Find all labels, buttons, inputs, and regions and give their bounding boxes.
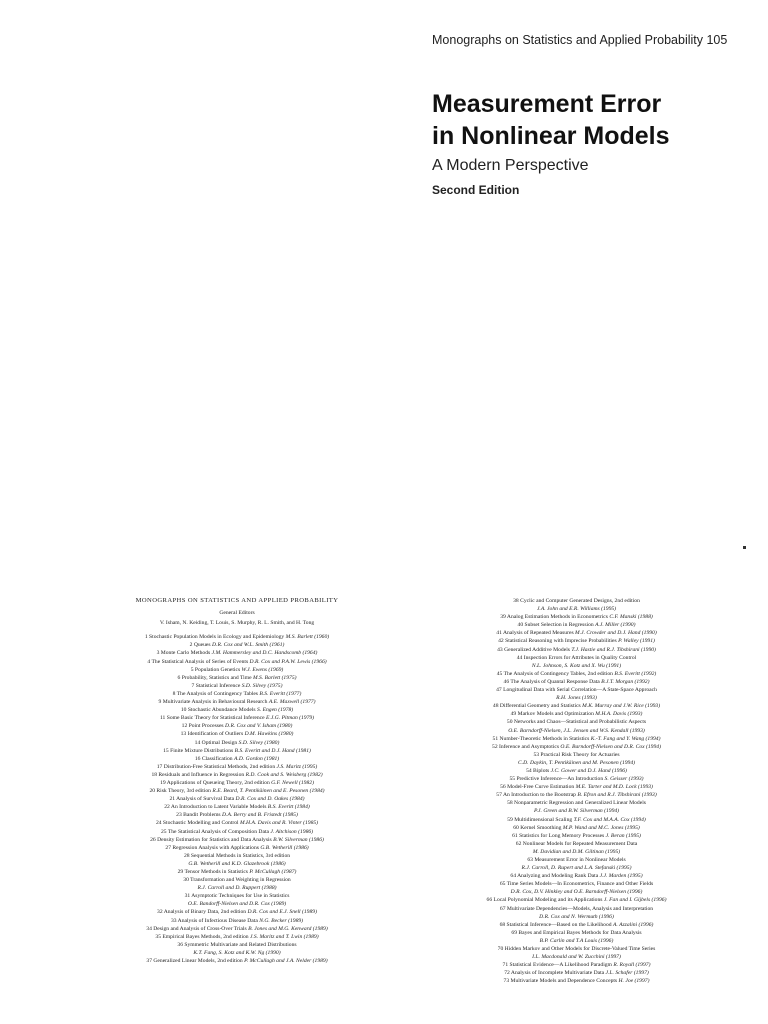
series-list-entry <box>72 795 402 803</box>
entry-author: D.M. Hawkins (1980) <box>244 731 294 738</box>
series-list-entry <box>72 941 402 949</box>
series-list-entry <box>410 727 743 735</box>
general-editors-names: V. Isham, N. Keiding, T. Louis, S. Murphy, R. L. Smith, and H. Tong <box>159 620 315 627</box>
entry-title: 42 Statistical Reasoning with Imprecise Probabilities <box>498 638 617 645</box>
entry-author: R.E. Beard, T. Pentikäinen and E. Pesonen (1984) <box>212 788 325 795</box>
series-list-entry <box>410 807 743 815</box>
entry-author: D.R. Cox and P.A.W. Lewis (1966) <box>249 658 327 665</box>
entry-author: C.F. Manski (1988) <box>609 614 653 621</box>
entry-title: 24 Stochastic Modelling and Control <box>155 820 239 827</box>
series-list-entry <box>72 633 402 641</box>
series-list-entry <box>410 824 743 832</box>
entry-title: 62 Nonlinear Models for Repeated Measurement Data <box>515 840 638 847</box>
series-list-entry <box>410 961 743 969</box>
entry-title: 67 Multivariate Dependencies—Models, Analysis and Interpretation <box>499 905 654 912</box>
series-list-entry <box>410 646 743 654</box>
entry-author: O.E. Barndorff-Nielsen, J.L. Jensen and W.S. Kendall (1993) <box>508 727 645 734</box>
entry-author: P. McCullagh and J.A. Nelder (1989) <box>244 958 328 965</box>
book-title-line-1: Measurement Error <box>432 90 662 118</box>
series-list-entry <box>72 714 402 722</box>
entry-title: 71 Statistical Evidence—A Likelihood Paradigm <box>502 962 612 969</box>
entry-title: 55 Predictive Inference—An Introduction <box>509 776 604 783</box>
entry-title: 72 Analysis of Incomplete Multivariate Data <box>504 970 605 977</box>
entry-author: M.H.A. Davis (1993) <box>595 711 643 718</box>
series-list-entry <box>410 678 743 686</box>
entry-title: 2 Queues <box>189 642 211 649</box>
entry-author: M.H.A. Davis and R. Vinter (1985) <box>240 820 319 827</box>
entry-title: 16 Classification <box>194 755 233 762</box>
entry-title: 60 Kernel Smoothing <box>513 824 562 831</box>
entry-title: 13 Identification of Outliers <box>180 731 244 738</box>
series-list-entry <box>72 949 402 957</box>
entry-title: 46 The Analysis of Quantal Response Data <box>503 678 600 685</box>
entry-author: P. McCullagh (1987) <box>249 869 297 875</box>
entry-author: M.P. Wand and M.C. Jones (1995) <box>562 824 640 831</box>
series-list-entry <box>410 791 743 799</box>
entry-title: 56 Model-Free Curve Estimation <box>500 784 575 791</box>
series-list-entry <box>72 844 402 852</box>
entry-title: 73 Multivariate Models and Dependence Concepts <box>503 978 618 985</box>
entry-author: D.R. Cox and N. Wermuth (1996) <box>539 913 614 920</box>
entry-author: J.C. Gower and D.J. Hand (1996) <box>550 767 627 774</box>
entry-title: 15 Finite Mixture Distributions <box>163 747 234 754</box>
series-list-entry <box>410 751 743 759</box>
entry-title: 64 Analyzing and Modeling Rank Data <box>510 873 599 880</box>
series-list-entry <box>410 799 743 807</box>
entry-author: P.J. Green and B.W. Silverman (1994) <box>533 808 620 815</box>
series-list-entry <box>410 848 743 856</box>
entry-author: R.J. Carroll and D. Ruppert (1988) <box>197 885 277 892</box>
entry-title: 68 Statistical Inference—Based on the Likelihood <box>499 921 612 928</box>
entry-author: H. Joe (1997) <box>618 978 650 985</box>
series-list-entry <box>410 710 743 718</box>
entry-author: M.K. Murray and J.W. Rice (1993) <box>582 703 661 710</box>
entry-author: B.S. Everitt (1984) <box>267 804 310 811</box>
series-list-entry <box>410 767 743 775</box>
entry-author: M.J. Crowder and D.J. Hand (1990) <box>575 630 657 637</box>
entry-title: 35 Empirical Bayes Methods, 2nd edition <box>155 933 249 940</box>
entry-author: A.E. Maxwell (1977) <box>268 699 316 706</box>
series-list-entry <box>410 880 743 888</box>
series-list-entry <box>72 957 402 965</box>
entry-author: K.T. Fang, S. Kotz and K.W. Ng (1990) <box>193 949 281 956</box>
entry-title: 59 Multidimensional Scaling <box>507 816 573 823</box>
entry-author: D.R. Cox and D. Oakes (1984) <box>235 796 305 803</box>
entry-title: 22 An Introduction to Latent Variable Models <box>164 804 267 811</box>
series-list-entry <box>72 658 402 666</box>
series-list-entry <box>410 670 743 678</box>
series-list-entry <box>72 771 402 779</box>
entry-author: J.S. Maritz and T. Lwin (1989) <box>250 933 319 940</box>
entry-author: J. Fan and I. Gijbels (1996) <box>603 897 667 904</box>
series-list-entry <box>410 597 743 605</box>
series-list-heading: MONOGRAPHS ON STATISTICS AND APPLIED PROBABILITY <box>135 597 339 604</box>
series-list-entry <box>410 759 743 767</box>
entry-title: 25 The Statistical Analysis of Composition Data <box>160 828 269 835</box>
series-list-entry <box>72 666 402 674</box>
entry-author: R.J. Carroll, D. Rupert and L.A. Stefanski (1995) <box>521 865 632 872</box>
entry-author: W.J. Ewens (1969) <box>241 666 284 673</box>
series-list-entry <box>410 913 743 921</box>
entry-author: T.F. Cox and M.A.A. Cox (1994) <box>573 816 646 823</box>
entry-title: 9 Multivariate Analysis in Behavioural Research <box>158 699 268 706</box>
entry-title: 8 The Analysis of Contingency Tables <box>172 690 258 697</box>
series-list-entry <box>410 816 743 824</box>
entry-author: G.B. Wetherill and K.D. Glazebrook (1986) <box>188 860 286 867</box>
series-list-entry <box>72 892 402 900</box>
series-list-entry <box>72 649 402 657</box>
series-list-entry <box>72 706 402 714</box>
series-list-entry <box>410 783 743 791</box>
entry-title: 52 Inference and Asymptotics <box>492 743 559 750</box>
series-list-entry <box>72 803 402 811</box>
entry-title: 31 Asymptotic Techniques for Use in Statistics <box>184 893 290 900</box>
entry-author: S.D. Silvey (1980) <box>238 739 280 746</box>
series-list-entry <box>410 694 743 702</box>
entry-title: 17 Distribution-Free Statistical Methods, 2nd edition <box>156 763 276 770</box>
series-list-entry <box>410 637 743 645</box>
entry-title: 53 Practical Risk Theory for Actuaries <box>533 751 620 758</box>
entry-title: 26 Density Estimation for Statistics and Data Analysis <box>150 836 272 843</box>
series-list-entry <box>410 921 743 929</box>
series-list-entry <box>410 702 743 710</box>
series-list-entry <box>72 868 402 876</box>
entry-title: 18 Residuals and Influence in Regression <box>151 771 245 778</box>
series-list-entry <box>410 621 743 629</box>
series-list-entry <box>72 722 402 730</box>
series-list-entry <box>410 686 743 694</box>
entry-author: R.H. Jones (1993) <box>556 695 597 702</box>
entry-title: 47 Longitudinal Data with Serial Correlation—A State-Space Approach <box>496 687 657 694</box>
entry-title: 4 The Statistical Analysis of Series of Events <box>147 658 249 665</box>
entry-author: A. Azzalini (1996) <box>612 921 654 928</box>
entry-title: 69 Bayes and Empirical Bayes Methods for Data Analysis <box>511 929 642 936</box>
entry-title: 39 Analog Estimation Methods in Econometrics <box>500 614 608 621</box>
series-list-entry <box>72 884 402 892</box>
margin-mark <box>743 546 746 549</box>
entry-author: B.S. Everitt (1992) <box>614 670 657 677</box>
series-list-entry <box>410 888 743 896</box>
entry-title: 29 Tensor Methods in Statistics <box>177 869 248 875</box>
series-list-right-entries <box>410 597 743 986</box>
entry-author: M. Davidian and D.M. Giltinan (1995) <box>532 848 621 855</box>
entry-title: 12 Point Processes <box>181 723 224 730</box>
series-list-entry <box>72 836 402 844</box>
entry-title: 3 Monte Carlo Methods <box>156 650 211 657</box>
entry-title: 45 The Analysis of Contingency Tables, 2nd edition <box>496 670 613 677</box>
entry-title: 44 Inspection Errors for Attributes in Quality Control <box>516 654 637 661</box>
series-list-entry <box>72 876 402 884</box>
entry-title: 32 Analysis of Binary Data, 2nd edition <box>157 909 247 916</box>
entry-author: A.D. Gordon (1981) <box>234 755 280 762</box>
entry-author: O.E. Bandorff-Nielsen and D.R. Cox (1989) <box>187 901 287 908</box>
series-list-entry <box>72 690 402 698</box>
entry-title: 41 Analysis of Repeated Measures <box>496 630 574 637</box>
entry-title: 51 Number-Theoretic Methods in Statistics <box>492 735 590 742</box>
series-list-entry <box>410 953 743 961</box>
series-list-entry <box>410 945 743 953</box>
entry-title: 23 Bandit Problems <box>176 812 221 819</box>
entry-author: J. Aitchison (1986) <box>270 828 314 835</box>
entry-author: B. Jones and M.G. Kenward (1989) <box>248 925 328 932</box>
series-list-entry <box>410 743 743 751</box>
series-list-entry <box>410 896 743 904</box>
entry-title: 48 Differential Geometry and Statistics <box>492 703 581 710</box>
entry-title: 1 Stochastic Population Models in Ecology and Epidemiology <box>144 634 285 641</box>
series-list-entry <box>72 730 402 738</box>
entry-author: D.R. Cox and E.J. Snell (1989) <box>247 909 317 916</box>
series-list-entry <box>410 929 743 937</box>
entry-title: 28 Sequential Methods in Statistics, 3rd edition <box>183 852 291 859</box>
entry-title: 49 Markov Models and Optimization <box>510 711 594 718</box>
entry-title: 7 Statistical Inference <box>191 682 241 689</box>
entry-author: B.W. Silverman (1986) <box>273 836 324 843</box>
entry-author: E.J.G. Pitman (1979) <box>266 715 315 722</box>
series-list-entry <box>410 832 743 840</box>
entry-author: N.G. Becker (1989) <box>259 917 304 924</box>
series-list-entry <box>72 698 402 706</box>
series-list-entry <box>410 856 743 864</box>
entry-author: G.F. Newell (1982) <box>271 779 314 786</box>
entry-title: 63 Measurement Error in Nonlinear Models <box>527 857 626 863</box>
series-list-entry <box>410 864 743 872</box>
series-list-entry <box>72 747 402 755</box>
entry-author: B.S. Everitt and D.J. Hand (1981) <box>234 747 311 754</box>
book-edition: Second Edition <box>432 183 520 197</box>
entry-author: R. Royall (1997) <box>613 962 651 969</box>
entry-author: C.D. Daykin, T. Pentikäinen and M. Pesonen (1994) <box>517 759 636 766</box>
entry-author: J.J. Marden (1995) <box>599 873 643 880</box>
series-list-entry <box>410 840 743 848</box>
book-subtitle: A Modern Perspective <box>432 157 589 174</box>
series-list-entry <box>410 937 743 945</box>
entry-author: B.J.T. Morgan (1992) <box>601 678 650 685</box>
entry-title: 10 Stochastic Abundance Models <box>180 707 256 714</box>
entry-author: A.J. Miller (1990) <box>595 622 636 629</box>
series-list-entry <box>410 662 743 670</box>
series-list-entry <box>72 860 402 868</box>
general-editors-label: General Editors <box>219 610 255 617</box>
entry-author: S. Engen (1978) <box>256 707 294 714</box>
entry-title: 34 Design and Analysis of Cross-Over Trials <box>146 925 247 932</box>
entry-title: 36 Symmetric Multivariate and Related Distributions <box>177 941 297 948</box>
series-list-entry <box>410 977 743 985</box>
series-list-entry <box>410 654 743 662</box>
entry-author: M.E. Tarter and M.D. Lock (1993) <box>575 784 653 791</box>
series-list-right-column <box>410 597 743 986</box>
series-list-entry <box>72 755 402 763</box>
series-list-entry <box>72 739 402 747</box>
entry-title: 43 Generalized Additive Models <box>497 646 570 653</box>
entry-author: J.A. John and E.R. Williams (1995) <box>536 606 617 613</box>
entry-title: 37 Generalized Linear Models, 2nd edition <box>146 958 243 965</box>
series-list-entry <box>72 674 402 682</box>
entry-title: 5 Population Genetics <box>190 666 241 673</box>
entry-title: 54 Biplots <box>526 767 550 774</box>
entry-title: 50 Networks and Chaos—Statistical and Probabilistic Aspects <box>506 719 647 726</box>
series-list-entry <box>410 872 743 880</box>
entry-title: 66 Local Polynomial Modeling and its Applications <box>486 897 603 904</box>
series-list-entry <box>72 819 402 827</box>
series-list-entry <box>410 969 743 977</box>
entry-author: O.E. Barndorff-Nielsen and D.R. Cox (1994) <box>560 743 661 750</box>
entry-author: N.L. Johnson, S. Kotz and X. Wu (1991) <box>531 662 622 669</box>
series-list-entry <box>72 900 402 908</box>
entry-author: B. Efron and R.J. Tibshirani (1993) <box>577 792 657 799</box>
entry-author: G.B. Wetherill (1986) <box>260 844 309 851</box>
series-list-entry <box>410 605 743 613</box>
book-title-line-2: in Nonlinear Models <box>432 122 670 150</box>
entry-title: 21 Analysis of Survival Data <box>169 796 235 803</box>
entry-title: 33 Analysis of Infectious Disease Data <box>170 917 258 924</box>
entry-author: D.A. Berry and B. Fristedt (1985) <box>222 812 298 819</box>
entry-author: D.R. Cox and W.L. Smith (1961) <box>212 642 285 649</box>
series-title: Monographs on Statistics and Applied Probability 105 <box>432 33 728 47</box>
series-list-entry <box>410 905 743 913</box>
entry-title: 20 Risk Theory, 3rd edition <box>149 788 211 795</box>
entry-author: J.S. Maritz (1995) <box>276 763 318 770</box>
entry-author: J. Beran (1995) <box>605 832 641 839</box>
entry-author: S. Geisser (1993) <box>604 776 644 783</box>
entry-author: P. Walley (1991) <box>618 638 655 645</box>
entry-title: 40 Subset Selection in Regression <box>517 622 594 629</box>
entry-author: B.P. Carlin and T.A Louis (1996) <box>539 937 614 944</box>
entry-title: 58 Nonparametric Regression and Generalized Linear Models <box>507 800 646 807</box>
entry-author: B.S. Everitt (1977) <box>259 690 302 697</box>
entry-author: D.R. Cox, D.V. Hinkley and O.E. Barndorff-Nielsen (1996) <box>510 889 643 896</box>
series-list-entry <box>410 629 743 637</box>
series-list-left-column <box>72 597 402 965</box>
entry-author: D.R. Cox and V. Isham (1980) <box>225 723 293 730</box>
entry-author: S.D. Silvey (1975) <box>241 682 283 689</box>
entry-author: T.J. Hastie and R.J. Tibshirani (1990) <box>571 646 656 653</box>
entry-author: K.-T. Fang and Y. Wang (1994) <box>590 735 661 742</box>
entry-author: I.L. Macdonald and W. Zucchini (1997) <box>532 954 621 961</box>
entry-title: 14 Optimal Design <box>194 739 238 746</box>
series-list-entry <box>72 908 402 916</box>
entry-title: 57 An Introduction to the Bootstrap <box>496 792 576 799</box>
series-list-entry <box>72 787 402 795</box>
series-list-entry <box>72 763 402 771</box>
entry-title: 61 Statistics for Long Memory Processes <box>512 832 605 839</box>
series-list-entry <box>410 775 743 783</box>
entry-author: M.S. Barlett (1960) <box>285 634 330 641</box>
series-list-entry <box>72 811 402 819</box>
entry-title: 30 Transformation and Weighting in Regression <box>183 877 291 884</box>
book-title <box>432 88 762 152</box>
series-list-entry <box>72 933 402 941</box>
entry-title: 27 Regression Analysis with Applications <box>165 844 259 851</box>
entry-title: 19 Applications of Queueing Theory, 2nd edition <box>160 779 270 786</box>
entry-author: J.M. Hammersley and D.C. Handscomb (1964) <box>211 650 318 657</box>
series-list-entry <box>72 682 402 690</box>
series-list-entry <box>72 779 402 787</box>
series-list-entry <box>410 735 743 743</box>
entry-author: R.D. Cook and S. Weisberg (1982) <box>245 771 323 778</box>
entry-title: 38 Cyclic and Computer Generated Designs, 2nd edition <box>513 598 640 604</box>
entry-title: 6 Probability, Statistics and Time <box>177 674 252 681</box>
series-list-entry <box>72 828 402 836</box>
entry-author: M.S. Barlett (1975) <box>252 674 297 681</box>
series-list-left-entries <box>72 633 402 965</box>
series-list-entry <box>410 613 743 621</box>
series-list-entry <box>72 641 402 649</box>
entry-title: 65 Time Series Models—In Econometrics, Finance and Other Fields <box>499 881 654 888</box>
entry-title: 11 Some Basic Theory for Statistical Inference <box>159 715 265 722</box>
series-list-entry <box>72 925 402 933</box>
entry-author: J.L. Schafer (1997) <box>605 970 649 977</box>
entry-title: 70 Hidden Markov and Other Models for Discrete-Valued Time Series <box>497 946 656 953</box>
series-list-entry <box>72 917 402 925</box>
series-list-entry <box>72 852 402 860</box>
series-list-entry <box>410 718 743 726</box>
